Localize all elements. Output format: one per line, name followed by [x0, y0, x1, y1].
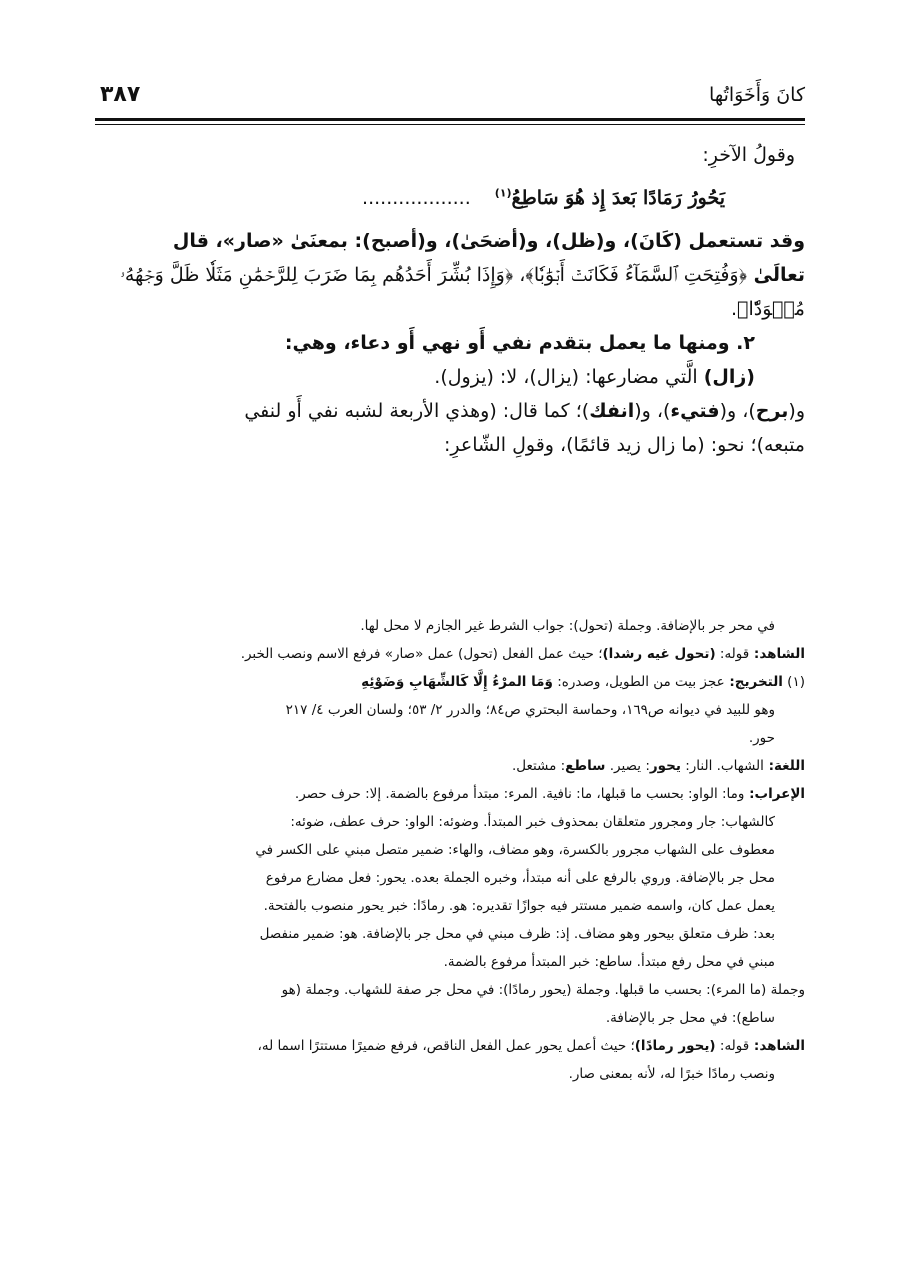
main-text-line	[95, 326, 805, 360]
quran-text: مُسۡوَدّٗا﴾	[737, 298, 805, 320]
running-header-title: كانَ وَأَخَوَاتُها	[709, 84, 805, 106]
text-segment: الَّتي مضارعها: (يزال)، لا: (يزول).	[434, 366, 704, 388]
footnote-line	[95, 920, 805, 948]
text-segment: مبني في محل رفع مبتدأ. ساطع: خبر المبتدأ مرفوع بالضمة.	[443, 954, 775, 970]
main-text-line	[95, 292, 805, 326]
text-segment: قوله:	[715, 646, 750, 662]
text-segment: )؛ كما قال: (وهذي الأربعة لشبه نفي أَو لنفي	[244, 400, 590, 422]
main-text-line	[95, 258, 805, 292]
text-segment: و(	[788, 400, 805, 422]
text-segment: ؛ حيث عمل الفعل (تحول) عمل «صار» فرفع الاسم ونصب الخبر.	[240, 646, 603, 662]
header-rule-thin	[95, 124, 805, 125]
text-segment: الشهاب. النار:	[680, 758, 764, 774]
text-segment: عجز بيت من الطويل، وصدره:	[552, 674, 725, 690]
text-segment: )، و(	[634, 400, 671, 422]
verse-text: يَحُورُ رَمَادًا بَعدَ إِذ هُوَ سَاطِعُ	[511, 187, 725, 209]
text-segment: في محر جر بالإضافة. وجملة (تحول): جواب الشرط غير الجازم لا محل لها.	[360, 618, 775, 634]
text-segment: وهو للبيد في ديوانه ص١٦٩، وحماسة البحتري ص٨٤؛ والدرر ٢/ ٥٣؛ ولسان العرب ٤/ ٢١٧	[285, 702, 775, 718]
bold-text: وَمَا المرْءُ إِلَّا كَالشِّهَابِ وَضَوْئِهِ	[361, 674, 553, 690]
main-text	[95, 138, 805, 462]
bold-text: الإعراب:	[744, 786, 805, 802]
text-segment: ساطع): في محل جر بالإضافة.	[605, 1010, 775, 1026]
text-segment: : يصير.	[605, 758, 650, 774]
footnote-line	[95, 612, 805, 640]
main-text-line	[95, 428, 805, 462]
text-segment: (١)	[782, 674, 805, 690]
text-segment: معطوف على الشهاب مجرور بالكسرة، وهو مضاف، والهاء: ضمير متصل مبني على الكسر في	[255, 842, 775, 858]
footnote-line	[95, 668, 805, 696]
main-text-line	[95, 138, 805, 172]
header-rule-thick	[95, 118, 805, 121]
footnote-line	[95, 976, 805, 1004]
main-text-intro	[95, 138, 805, 172]
bold-text: التخريج:	[724, 674, 783, 690]
main-text-body	[95, 224, 805, 462]
bold-text: ساطع	[565, 758, 606, 774]
bold-text: وقد تستعمل (كَانَ)، و(ظل)، و(أضحَىٰ)، و(أصبح): بمعنَىٰ «صار»، قال	[172, 230, 805, 252]
text-segment: بعد: ظرف متعلق بيحور وهو مضاف. إذ: ظرف مبني في محل جر بالإضافة. هو: ضمير منفصل	[259, 926, 775, 942]
text-segment: متبعه)؛ نحو: (ما زال زيد قائمًا)، وقولِ الشّاعرِ:	[444, 434, 805, 456]
text-segment: ونصب رمادًا خبرًا له، لأنه بمعنى صار.	[568, 1066, 775, 1082]
text-segment: كالشهاب: جار ومجرور متعلقان بمحذوف خبر المبتدأ. وضوئه: الواو: حرف عطف، ضوئه:	[290, 814, 775, 830]
text-segment: وما: الواو: بحسب ما قبلها، ما: نافية. المرء: مبتدأ مرفوع بالضمة. إلا: حرف حصر.	[294, 786, 745, 802]
verse-line	[95, 172, 805, 224]
bold-text: الشاهد:	[749, 1038, 805, 1054]
footnote-line	[95, 864, 805, 892]
text-segment: يعمل عمل كان، واسمه ضمير مستتر فيه جوازًا تقديره: هو. رمادًا: خبر يحور منصوب بالفتحة.	[263, 898, 775, 914]
text-segment: : مشتعل.	[511, 758, 566, 774]
main-text-line	[95, 224, 805, 258]
text-segment: ؛ حيث أعمل يحور عمل الفعل الناقص، فرفع ضميرًا مستترًا اسما له،	[257, 1038, 635, 1054]
bold-text: ٢. ومنها ما يعمل بتقدم نفي أَو نهي أَو دعاء، وهي:	[284, 332, 755, 354]
footnote-line	[95, 808, 805, 836]
quran-text: ﴿وَفُتِحَتِ ٱلسَّمَآءُ فَكَانَتۡ أَبۡوَٰبٗا﴾، ﴿وَإِذَا بُشِّرَ أَحَدُهُم بِمَا ضَرَبَ لِلرَّحۡمَٰنِ مَثَلٗا ظَلَّ وَجۡهُهُۥ	[120, 264, 748, 286]
text-segment: وجملة (ما المرء): بحسب ما قبلها. وجملة (يحور رمادًا): في محل جر صفة للشهاب. وجملة (هو	[281, 982, 805, 998]
footnote-ref[interactable]: (١)	[494, 186, 512, 200]
bold-text: الشاهد:	[749, 646, 805, 662]
footnote-line	[95, 752, 805, 780]
bold-text: برح	[755, 400, 789, 422]
footnote-line	[95, 696, 805, 724]
footnote-line	[95, 1060, 805, 1088]
bold-text: (يحور رمادًا)	[634, 1038, 716, 1054]
text-segment: وقولُ الآخرِ:	[702, 144, 795, 166]
text-segment: )، و(	[719, 400, 756, 422]
footnote-line	[95, 1004, 805, 1032]
footnote-line	[95, 836, 805, 864]
text-segment: حور.	[748, 730, 775, 746]
bold-text: (زال)	[703, 366, 755, 388]
main-text-line	[95, 360, 805, 394]
bold-text: فتيء	[670, 400, 720, 422]
main-text-line	[95, 394, 805, 428]
bold-text: يحور	[649, 758, 681, 774]
footnote-line	[95, 724, 805, 752]
bold-text: تعالَىٰ	[747, 264, 805, 286]
footnote-line	[95, 1032, 805, 1060]
text-segment: قوله:	[715, 1038, 750, 1054]
text-segment: محل جر بالإضافة. وروي بالرفع على أنه مبتدأ، وخبره الجملة بعده. يحور: فعل مضارع مرفوع	[265, 870, 775, 886]
footnote-line	[95, 948, 805, 976]
bold-text: انفك	[589, 400, 635, 422]
verse-ellipsis: ..................	[362, 187, 471, 209]
footnote-line	[95, 780, 805, 808]
bold-text: (تحول غيه رشدا)	[602, 646, 716, 662]
page-number: ٣٨٧	[100, 82, 141, 107]
footnotes	[95, 612, 805, 1088]
bold-text: اللغة:	[763, 758, 805, 774]
footnote-line	[95, 640, 805, 668]
footnote-line	[95, 892, 805, 920]
text-segment: .	[731, 298, 738, 320]
